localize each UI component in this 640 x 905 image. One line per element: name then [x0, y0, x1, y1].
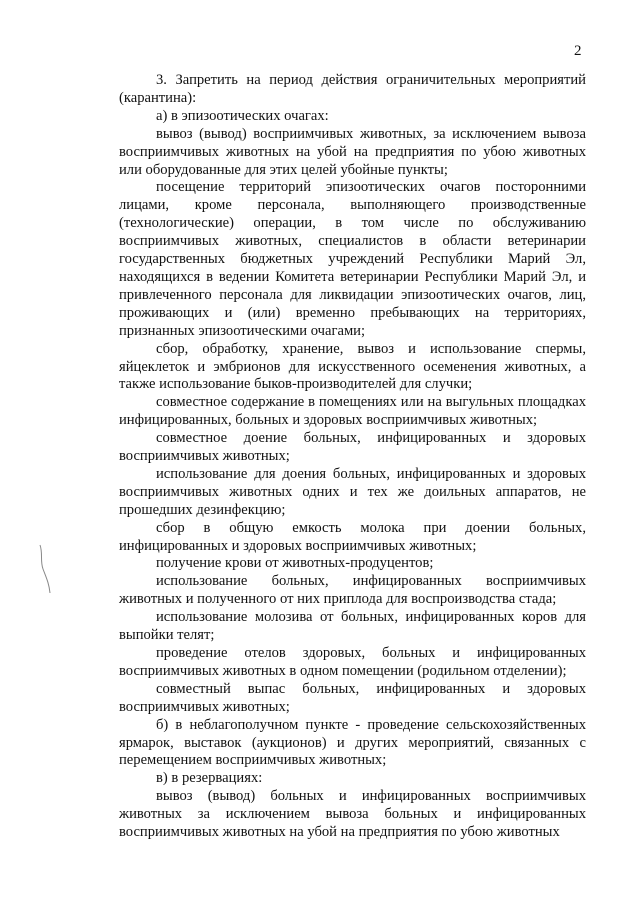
paragraph-joint-milking: совместное доение больных, инфицированных и здоровых восприимчивых животных;	[119, 430, 586, 465]
paragraph-grazing: совместный выпас больных, инфицированных и здоровых восприимчивых животных;	[119, 680, 586, 715]
page-number: 2	[574, 43, 582, 59]
paragraph-reservations-heading: в) в резервациях:	[156, 770, 263, 787]
paragraph-fairs: б) в неблагополучном пункте - проведение сельскохозяйственных ярмарок, выставок (аукционов) и других мероприятий, связанных с перемещением восприимчивых животных;	[119, 716, 586, 769]
document-body	[119, 72, 586, 842]
paragraph-reservations-removal: вывоз (вывод) больных и инфицированных восприимчивых животных за исключением вывоза больных и инфицированных восприимчивых животных на убой на предприятия по убою животных	[119, 788, 586, 841]
paragraph-colostrum: использование молозива от больных, инфицированных коров для выпойки телят;	[119, 609, 586, 644]
paragraph-reproduction: использование больных, инфицированных восприимчивых животных и полученного от них приплода для воспроизводства стада;	[119, 573, 586, 608]
paragraph-foci-heading: а) в эпизоотических очагах:	[156, 107, 329, 124]
paragraph-calving: проведение отелов здоровых, больных и инфицированных восприимчивых животных в одном помещении (родильном отделении);	[119, 645, 586, 679]
paragraph-semen: сбор, обработку, хранение, вывоз и использование спермы, яйцеклеток и эмбрионов для искусственного осеменения животных, а также использование быков-производителей для случки;	[119, 340, 586, 393]
paragraph-milk-collection: сбор в общую емкость молока при доении больных, инфицированных и здоровых восприимчивых животных;	[119, 519, 586, 554]
paragraph-joint-keeping: совместное содержание в помещениях или на выгульных площадках инфицированных, больных и здоровых восприимчивых животных;	[119, 394, 586, 429]
paragraph-ban-intro: 3. Запретить на период действия ограничительных мероприятий (карантина):	[119, 72, 586, 106]
paragraph-visiting: посещение территорий эпизоотических очагов посторонними лицами, кроме персонала, выполняющего производственные (технологические) операции, в том числе по обслуживанию восприимчивых животных, специалистов в области ветеринарии государственных бюджетных учреждений Республики Марий Эл, находящихся в ведении Комитета ветеринарии Республики Марий Эл, и привлеченного персонала для ликвидации эпизоотических очагов, лиц, проживающих и (или) временно пребывающих на территориях, признанных эпизоотическими очагами;	[119, 179, 586, 339]
paragraph-milking-machines: использование для доения больных, инфицированных и здоровых восприимчивых животных одних и тех же доильных аппаратов, не прошедших дезинфекцию;	[119, 465, 586, 518]
scan-artifact-mark	[37, 543, 51, 595]
paragraph-blood: получение крови от животных-продуцентов;	[156, 555, 434, 572]
paragraph-removal: вывоз (вывод) восприимчивых животных, за исключением вывоза восприимчивых животных на убой на предприятия по убою животных или оборудованные для этих целей убойные пункты;	[119, 125, 586, 178]
